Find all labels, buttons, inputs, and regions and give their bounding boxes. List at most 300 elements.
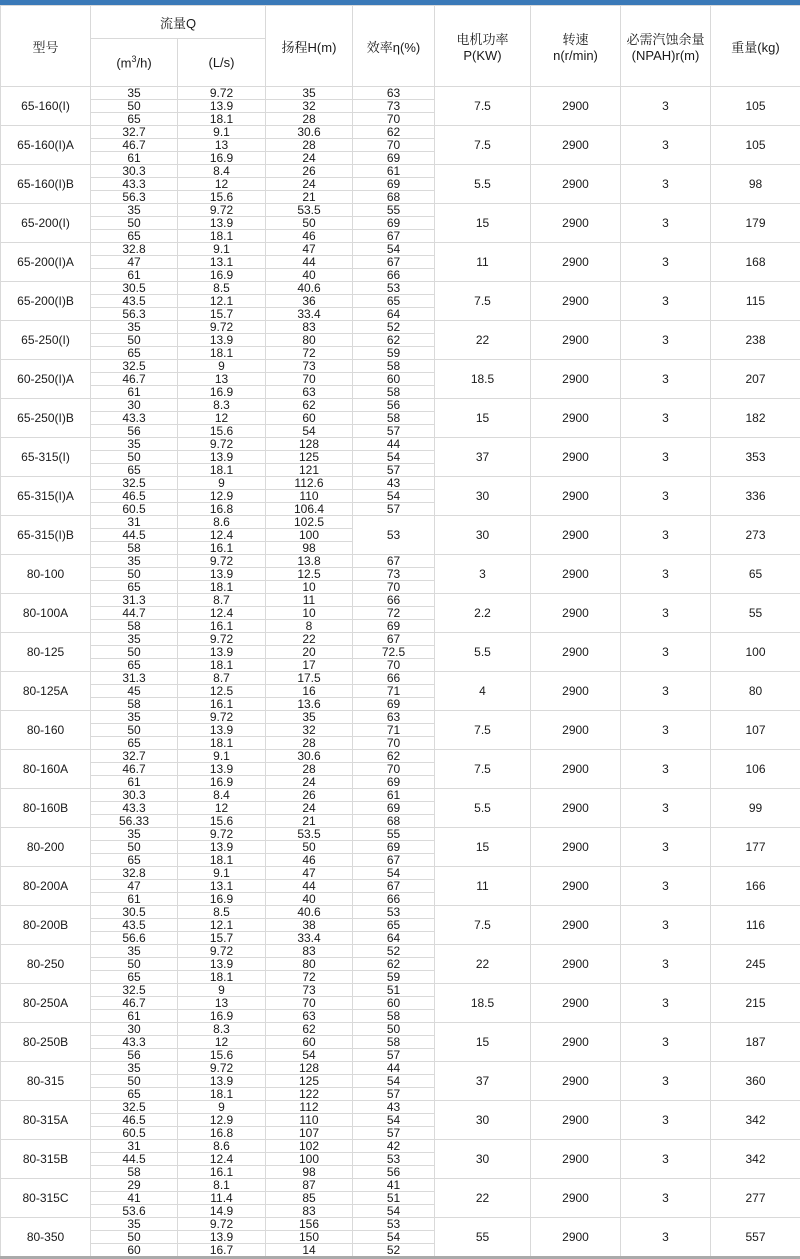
head-cell: 21	[266, 191, 353, 204]
power-cell: 30	[435, 516, 531, 555]
weight-cell: 342	[711, 1101, 800, 1140]
flow-ls-cell: 8.3	[178, 399, 266, 412]
speed-cell: 2900	[531, 87, 621, 126]
model-cell: 65-315(I)A	[1, 477, 91, 516]
col-header-speed	[531, 6, 621, 87]
flow-ls-cell: 13.9	[178, 100, 266, 113]
speed-cell: 2900	[531, 1023, 621, 1062]
head-cell: 112	[266, 1101, 353, 1114]
efficiency-cell: 69	[353, 152, 435, 165]
head-cell: 70	[266, 997, 353, 1010]
flow-ls-cell: 8.7	[178, 672, 266, 685]
flow-m3h-cell: 50	[91, 217, 178, 230]
efficiency-cell: 53	[353, 1153, 435, 1166]
table-row	[1, 1023, 800, 1036]
head-cell: 106.4	[266, 503, 353, 516]
model-cell: 65-200(I)B	[1, 282, 91, 321]
head-cell: 122	[266, 1088, 353, 1101]
power-header-line1: 电机功率	[456, 32, 508, 47]
power-cell: 5.5	[435, 165, 531, 204]
head-cell: 14	[266, 1244, 353, 1258]
head-cell: 40	[266, 269, 353, 282]
head-cell: 85	[266, 1192, 353, 1205]
flow-ls-cell: 12	[178, 178, 266, 191]
flow-m3h-cell: 65	[91, 581, 178, 594]
efficiency-cell: 52	[353, 1244, 435, 1258]
efficiency-cell: 66	[353, 893, 435, 906]
flow-m3h-cell: 30.5	[91, 906, 178, 919]
flow-ls-cell: 18.1	[178, 1088, 266, 1101]
head-cell: 47	[266, 243, 353, 256]
efficiency-cell: 43	[353, 1101, 435, 1114]
flow-ls-cell: 12	[178, 802, 266, 815]
head-cell: 24	[266, 152, 353, 165]
flow-m3h-cell: 58	[91, 620, 178, 633]
speed-cell: 2900	[531, 321, 621, 360]
table-row	[1, 282, 800, 295]
flow-ls-cell: 13	[178, 139, 266, 152]
flow-m3h-post: /h)	[137, 56, 152, 71]
flow-ls-cell: 15.6	[178, 1049, 266, 1062]
flow-m3h-cell: 50	[91, 724, 178, 737]
flow-m3h-cell: 47	[91, 256, 178, 269]
speed-cell: 2900	[531, 672, 621, 711]
flow-ls-cell: 16.9	[178, 269, 266, 282]
head-cell: 44	[266, 880, 353, 893]
speed-cell: 2900	[531, 711, 621, 750]
npsh-cell: 3	[621, 1140, 711, 1179]
speed-header-line1: 转速	[562, 32, 588, 47]
table-row	[1, 165, 800, 178]
efficiency-cell: 52	[353, 321, 435, 334]
flow-m3h-cell: 65	[91, 737, 178, 750]
flow-ls-cell: 12.4	[178, 529, 266, 542]
efficiency-cell: 62	[353, 958, 435, 971]
table-row	[1, 399, 800, 412]
flow-m3h-cell: 35	[91, 711, 178, 724]
flow-ls-cell: 18.1	[178, 737, 266, 750]
efficiency-cell: 58	[353, 360, 435, 373]
weight-cell: 238	[711, 321, 800, 360]
efficiency-cell: 73	[353, 100, 435, 113]
flow-ls-cell: 11.4	[178, 1192, 266, 1205]
head-cell: 87	[266, 1179, 353, 1192]
efficiency-cell: 70	[353, 737, 435, 750]
speed-header-line2: n(r/min)	[553, 48, 598, 63]
npsh-cell: 3	[621, 828, 711, 867]
flow-m3h-cell: 56	[91, 425, 178, 438]
flow-ls-cell: 13.9	[178, 841, 266, 854]
model-cell: 65-160(I)A	[1, 126, 91, 165]
flow-m3h-cell: 65	[91, 464, 178, 477]
speed-cell: 2900	[531, 165, 621, 204]
efficiency-cell: 63	[353, 711, 435, 724]
table-row	[1, 672, 800, 685]
efficiency-cell: 56	[353, 1166, 435, 1179]
flow-ls-cell: 16.8	[178, 1127, 266, 1140]
head-cell: 21	[266, 815, 353, 828]
flow-ls-cell: 9.1	[178, 750, 266, 763]
speed-cell: 2900	[531, 945, 621, 984]
flow-m3h-cell: 35	[91, 945, 178, 958]
flow-ls-cell: 8.5	[178, 906, 266, 919]
flow-m3h-cell: 47	[91, 880, 178, 893]
head-cell: 12.5	[266, 568, 353, 581]
weight-cell: 277	[711, 1179, 800, 1218]
model-cell: 80-200B	[1, 906, 91, 945]
head-cell: 20	[266, 646, 353, 659]
model-cell: 80-100A	[1, 594, 91, 633]
flow-m3h-cell: 65	[91, 113, 178, 126]
flow-ls-cell: 8.6	[178, 516, 266, 529]
flow-ls-cell: 12	[178, 412, 266, 425]
speed-cell: 2900	[531, 126, 621, 165]
efficiency-cell: 60	[353, 373, 435, 386]
head-cell: 128	[266, 438, 353, 451]
weight-cell: 106	[711, 750, 800, 789]
model-cell: 65-315(I)	[1, 438, 91, 477]
flow-m3h-cell: 50	[91, 334, 178, 347]
efficiency-cell: 53	[353, 516, 435, 555]
weight-cell: 360	[711, 1062, 800, 1101]
weight-cell: 245	[711, 945, 800, 984]
power-cell: 7.5	[435, 906, 531, 945]
head-cell: 98	[266, 542, 353, 555]
flow-m3h-cell: 65	[91, 230, 178, 243]
table-row	[1, 906, 800, 919]
flow-m3h-cell: 30	[91, 1023, 178, 1036]
model-cell: 80-250	[1, 945, 91, 984]
table-row	[1, 126, 800, 139]
flow-ls-cell: 16.9	[178, 152, 266, 165]
flow-m3h-cell: 50	[91, 1075, 178, 1088]
flow-ls-cell: 16.1	[178, 542, 266, 555]
model-cell: 65-315(I)B	[1, 516, 91, 555]
flow-ls-cell: 13.9	[178, 646, 266, 659]
npsh-cell: 3	[621, 789, 711, 828]
flow-ls-cell: 16.1	[178, 1166, 266, 1179]
table-row	[1, 633, 800, 646]
power-cell: 30	[435, 477, 531, 516]
head-cell: 44	[266, 256, 353, 269]
speed-cell: 2900	[531, 1140, 621, 1179]
flow-m3h-cell: 56.3	[91, 308, 178, 321]
speed-cell: 2900	[531, 828, 621, 867]
model-cell: 80-350	[1, 1218, 91, 1258]
power-cell: 15	[435, 828, 531, 867]
weight-cell: 99	[711, 789, 800, 828]
flow-m3h-cell: 30.3	[91, 789, 178, 802]
table-row	[1, 243, 800, 256]
flow-ls-cell: 9.1	[178, 126, 266, 139]
flow-ls-cell: 18.1	[178, 230, 266, 243]
head-cell: 10	[266, 581, 353, 594]
flow-ls-cell: 8.4	[178, 789, 266, 802]
head-cell: 13.8	[266, 555, 353, 568]
weight-cell: 215	[711, 984, 800, 1023]
table-row	[1, 360, 800, 373]
weight-cell: 336	[711, 477, 800, 516]
npsh-cell: 3	[621, 321, 711, 360]
flow-m3h-cell: 35	[91, 828, 178, 841]
efficiency-cell: 59	[353, 347, 435, 360]
flow-m3h-cell: 32.7	[91, 750, 178, 763]
model-cell: 80-200	[1, 828, 91, 867]
table-row	[1, 867, 800, 880]
head-cell: 62	[266, 399, 353, 412]
head-cell: 46	[266, 230, 353, 243]
head-cell: 40.6	[266, 282, 353, 295]
flow-m3h-cell: 35	[91, 555, 178, 568]
flow-m3h-cell: 56.3	[91, 191, 178, 204]
power-cell: 18.5	[435, 984, 531, 1023]
col-header-flow-ls: (L/s)	[178, 39, 266, 87]
head-cell: 70	[266, 373, 353, 386]
head-cell: 62	[266, 1023, 353, 1036]
table-row	[1, 1179, 800, 1192]
head-cell: 8	[266, 620, 353, 633]
npsh-cell: 3	[621, 438, 711, 477]
efficiency-cell: 62	[353, 126, 435, 139]
efficiency-cell: 65	[353, 295, 435, 308]
table-row	[1, 789, 800, 802]
head-cell: 100	[266, 1153, 353, 1166]
head-cell: 24	[266, 178, 353, 191]
npsh-cell: 3	[621, 984, 711, 1023]
head-cell: 72	[266, 971, 353, 984]
npsh-cell: 3	[621, 1218, 711, 1258]
efficiency-cell: 54	[353, 490, 435, 503]
efficiency-cell: 67	[353, 230, 435, 243]
speed-cell: 2900	[531, 594, 621, 633]
speed-cell: 2900	[531, 906, 621, 945]
flow-ls-cell: 8.6	[178, 1140, 266, 1153]
speed-cell: 2900	[531, 1101, 621, 1140]
flow-m3h-cell: 61	[91, 152, 178, 165]
speed-cell: 2900	[531, 555, 621, 594]
efficiency-cell: 57	[353, 1127, 435, 1140]
model-cell: 80-250B	[1, 1023, 91, 1062]
weight-cell: 353	[711, 438, 800, 477]
efficiency-cell: 58	[353, 1010, 435, 1023]
table-row	[1, 555, 800, 568]
table-row	[1, 1062, 800, 1075]
flow-m3h-cell: 65	[91, 854, 178, 867]
efficiency-cell: 70	[353, 113, 435, 126]
speed-cell: 2900	[531, 1218, 621, 1258]
efficiency-cell: 58	[353, 1036, 435, 1049]
speed-cell: 2900	[531, 1062, 621, 1101]
efficiency-cell: 53	[353, 1218, 435, 1231]
weight-cell: 166	[711, 867, 800, 906]
flow-m3h-cell: 46.5	[91, 1114, 178, 1127]
flow-m3h-cell: 46.7	[91, 139, 178, 152]
weight-cell: 342	[711, 1140, 800, 1179]
flow-ls-cell: 9.1	[178, 243, 266, 256]
weight-cell: 115	[711, 282, 800, 321]
head-cell: 53.5	[266, 204, 353, 217]
head-cell: 32	[266, 100, 353, 113]
flow-ls-cell: 9.72	[178, 711, 266, 724]
col-header-weight: 重量(kg)	[711, 6, 800, 87]
power-cell: 7.5	[435, 282, 531, 321]
efficiency-cell: 44	[353, 438, 435, 451]
efficiency-cell: 69	[353, 802, 435, 815]
model-cell: 80-160	[1, 711, 91, 750]
npsh-cell: 3	[621, 360, 711, 399]
flow-ls-cell: 9.72	[178, 438, 266, 451]
table-row	[1, 516, 800, 529]
flow-ls-cell: 15.6	[178, 425, 266, 438]
npsh-cell: 3	[621, 204, 711, 243]
flow-ls-cell: 8.5	[178, 282, 266, 295]
col-header-npsh	[621, 6, 711, 87]
efficiency-cell: 56	[353, 399, 435, 412]
weight-cell: 177	[711, 828, 800, 867]
head-cell: 100	[266, 529, 353, 542]
flow-m3h-cell: 35	[91, 1062, 178, 1075]
power-cell: 22	[435, 1179, 531, 1218]
power-cell: 11	[435, 867, 531, 906]
flow-m3h-cell: 46.7	[91, 373, 178, 386]
efficiency-cell: 53	[353, 282, 435, 295]
power-cell: 7.5	[435, 711, 531, 750]
flow-ls-cell: 18.1	[178, 854, 266, 867]
table-row	[1, 477, 800, 490]
npsh-cell: 3	[621, 1101, 711, 1140]
head-cell: 40.6	[266, 906, 353, 919]
flow-ls-cell: 15.6	[178, 815, 266, 828]
power-cell: 5.5	[435, 633, 531, 672]
npsh-cell: 3	[621, 87, 711, 126]
flow-ls-cell: 13.9	[178, 763, 266, 776]
efficiency-cell: 43	[353, 477, 435, 490]
flow-m3h-cell: 32.5	[91, 477, 178, 490]
head-cell: 128	[266, 1062, 353, 1075]
table-row	[1, 438, 800, 451]
efficiency-cell: 54	[353, 451, 435, 464]
model-cell: 80-315	[1, 1062, 91, 1101]
npsh-cell: 3	[621, 165, 711, 204]
npsh-header-line2: (NPAH)r(m)	[632, 48, 700, 63]
table-row	[1, 828, 800, 841]
flow-m3h-cell: 44.5	[91, 529, 178, 542]
npsh-cell: 3	[621, 867, 711, 906]
flow-ls-cell: 13.9	[178, 958, 266, 971]
flow-m3h-cell: 58	[91, 542, 178, 555]
weight-cell: 80	[711, 672, 800, 711]
head-cell: 60	[266, 412, 353, 425]
efficiency-cell: 73	[353, 568, 435, 581]
efficiency-cell: 68	[353, 815, 435, 828]
flow-ls-cell: 18.1	[178, 659, 266, 672]
head-cell: 102	[266, 1140, 353, 1153]
table-row	[1, 1101, 800, 1114]
flow-m3h-cell: 50	[91, 100, 178, 113]
flow-ls-cell: 9	[178, 984, 266, 997]
col-header-flow-group: 流量Q	[91, 6, 266, 39]
efficiency-cell: 70	[353, 659, 435, 672]
efficiency-cell: 54	[353, 1114, 435, 1127]
flow-ls-cell: 12.9	[178, 1114, 266, 1127]
power-cell: 15	[435, 1023, 531, 1062]
table-row	[1, 87, 800, 100]
flow-m3h-cell: 61	[91, 269, 178, 282]
efficiency-cell: 60	[353, 997, 435, 1010]
flow-ls-cell: 18.1	[178, 347, 266, 360]
head-cell: 10	[266, 607, 353, 620]
head-cell: 33.4	[266, 308, 353, 321]
flow-m3h-cell: 29	[91, 1179, 178, 1192]
flow-ls-cell: 9	[178, 1101, 266, 1114]
npsh-cell: 3	[621, 282, 711, 321]
flow-m3h-cell: 30.5	[91, 282, 178, 295]
efficiency-cell: 51	[353, 984, 435, 997]
head-cell: 36	[266, 295, 353, 308]
efficiency-cell: 51	[353, 1192, 435, 1205]
npsh-cell: 3	[621, 672, 711, 711]
npsh-cell: 3	[621, 1179, 711, 1218]
flow-m3h-cell: 35	[91, 438, 178, 451]
npsh-cell: 3	[621, 399, 711, 438]
weight-cell: 182	[711, 399, 800, 438]
head-cell: 33.4	[266, 932, 353, 945]
speed-cell: 2900	[531, 243, 621, 282]
head-cell: 83	[266, 321, 353, 334]
speed-cell: 2900	[531, 282, 621, 321]
head-cell: 28	[266, 737, 353, 750]
flow-ls-cell: 12	[178, 1036, 266, 1049]
npsh-cell: 3	[621, 126, 711, 165]
flow-ls-cell: 9.72	[178, 321, 266, 334]
model-cell: 65-250(I)	[1, 321, 91, 360]
head-cell: 47	[266, 867, 353, 880]
power-cell: 55	[435, 1218, 531, 1258]
weight-cell: 557	[711, 1218, 800, 1258]
col-header-model: 型号	[1, 6, 91, 87]
col-header-power	[435, 6, 531, 87]
speed-cell: 2900	[531, 789, 621, 828]
head-cell: 107	[266, 1127, 353, 1140]
efficiency-cell: 65	[353, 919, 435, 932]
flow-m3h-cell: 35	[91, 87, 178, 100]
npsh-cell: 3	[621, 711, 711, 750]
efficiency-cell: 69	[353, 841, 435, 854]
flow-ls-cell: 16.9	[178, 893, 266, 906]
efficiency-cell: 69	[353, 178, 435, 191]
npsh-cell: 3	[621, 477, 711, 516]
head-cell: 30.6	[266, 750, 353, 763]
power-cell: 15	[435, 204, 531, 243]
efficiency-cell: 58	[353, 412, 435, 425]
model-cell: 65-200(I)	[1, 204, 91, 243]
efficiency-cell: 62	[353, 334, 435, 347]
head-cell: 73	[266, 360, 353, 373]
efficiency-cell: 66	[353, 269, 435, 282]
flow-m3h-cell: 43.5	[91, 919, 178, 932]
flow-m3h-cell: 43.3	[91, 1036, 178, 1049]
flow-ls-cell: 16.9	[178, 1010, 266, 1023]
speed-cell: 2900	[531, 633, 621, 672]
head-cell: 50	[266, 217, 353, 230]
head-cell: 22	[266, 633, 353, 646]
flow-m3h-cell: 60	[91, 1244, 178, 1258]
flow-m3h-cell: 46.7	[91, 763, 178, 776]
model-cell: 80-100	[1, 555, 91, 594]
efficiency-cell: 70	[353, 139, 435, 152]
power-cell: 18.5	[435, 360, 531, 399]
efficiency-cell: 50	[353, 1023, 435, 1036]
